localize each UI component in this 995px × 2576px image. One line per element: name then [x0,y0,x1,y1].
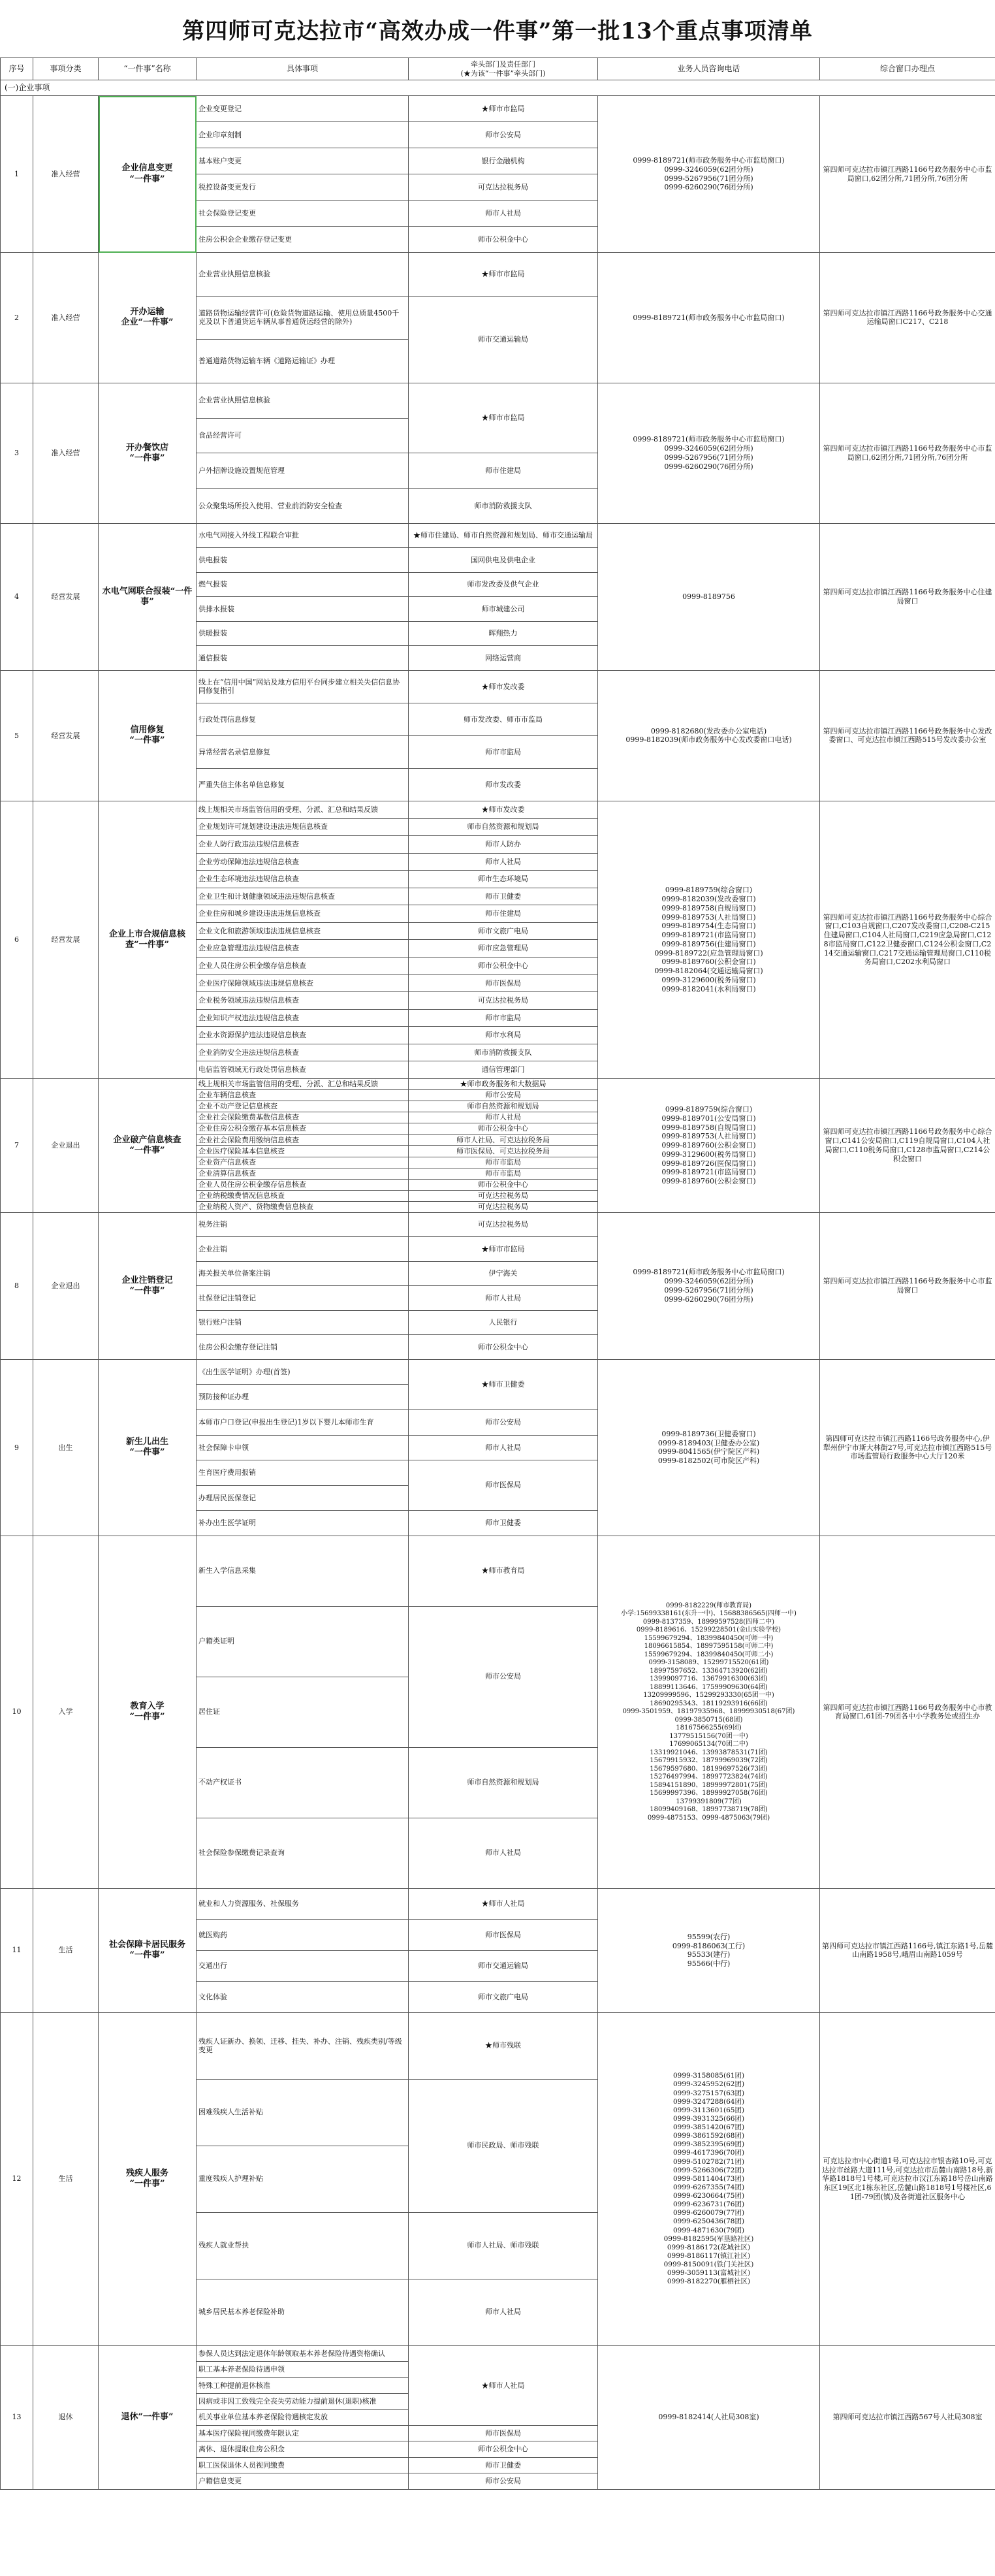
matter-name: 开办餐饮店 “一件事” [99,383,197,523]
responsible-department: 师市人防办 [409,836,598,854]
specific-item: 困难残疾人生活补贴 [197,2079,409,2146]
specific-item: 残疾人就业帮扶 [197,2212,409,2279]
responsible-department: ★师市市监局 [409,1237,598,1262]
service-window: 第四师可克达拉市镇江西路1166号政务服务中心市监局窗口,62团分所,71团分所,76团分所 [820,383,995,523]
specific-item: 行政处罚信息修复 [197,703,409,735]
row-number: 13 [1,2345,33,2489]
matter-name: 退休“一件事” [99,2345,197,2489]
consult-phone: 0999-8189721(师市政务服务中心市监局窗口) 0999-3246059(62团分所) 0999-5267956(71团分所) 0999-6260290(76团分所) [598,383,820,523]
matter-category: 生活 [33,2012,99,2345]
section-label: (一)企业事项 [1,80,995,96]
consult-phone: 0999-8189756 [598,523,820,670]
row-number: 12 [1,2012,33,2345]
matter-category: 生活 [33,1888,99,2012]
specific-item: 办理居民医保登记 [197,1485,409,1511]
responsible-department: 师市消防救援支队 [409,1044,598,1061]
header-items: 具体事项 [197,58,409,80]
specific-item: 企业文化和旅游领域违法违规信息核查 [197,922,409,940]
responsible-department: ★师市市监局 [409,253,598,297]
specific-item: 基本账户变更 [197,148,409,174]
consult-phone: 0999-8189721(师市政务服务中心市监局窗口) 0999-3246059(62团分所) 0999-5267956(71团分所) 0999-6260290(76团分所) [598,96,820,253]
service-window: 第四师可克达拉市镇江西路1166号政务服务中心交通运输局窗口C217、C218 [820,253,995,383]
responsible-department: 师市公安局 [409,1606,598,1747]
specific-item: 线上规相关市场监管信用的受理、分派、汇总和结果反馈 [197,1078,409,1089]
matter-category: 准入经营 [33,253,99,383]
specific-item: 水电气网接入外线工程联合审批 [197,523,409,548]
responsible-department: 师市发改委及供气企业 [409,572,598,597]
responsible-department: ★师市发改委 [409,670,598,703]
specific-item: 因病或非因工致残完全丧失劳动能力提前退休(退职)核准 [197,2394,409,2409]
specific-item: 企业资产信息核查 [197,1157,409,1168]
header-category: 事项分类 [33,58,99,80]
specific-item: 银行账户注销 [197,1310,409,1335]
specific-item: 企业住房和城乡建设违法违规信息核查 [197,905,409,923]
responsible-department: ★师市市监局 [409,383,598,453]
specific-item: 居住证 [197,1677,409,1747]
table-body [1,96,995,2490]
specific-item: 社会保障卡申领 [197,1435,409,1460]
row-number: 7 [1,1078,33,1212]
specific-item: 企业社会保险缴费基数信息核查 [197,1112,409,1123]
responsible-department: 师市人社局 [409,1112,598,1123]
matter-name: 信用修复 “一件事” [99,670,197,801]
specific-item: 企业劳动保障违法违规信息核查 [197,853,409,871]
service-window: 第四师可克达拉市镇江西路1166号政务服务中心市监局窗口 [820,1212,995,1359]
document-title: 第四师可克达拉市“高效办成一件事”第一批13个重点事项清单 [182,18,813,44]
row-number: 9 [1,1359,33,1536]
responsible-department: 可克达拉税务局 [409,1190,598,1201]
service-window: 第四师可克达拉市镇江西路1166号政务服务中心市监局窗口,62团分所,71团分所,76团分所 [820,96,995,253]
responsible-department: ★师市残联 [409,2012,598,2079]
consult-phone: 0999-8189759(综合窗口) 0999-8182039(发改委窗口) 0999-8189758(自规局窗口) 0999-8189753(人社局窗口) 0999-8189754(生态局窗口) 0999-8189721(市监局窗口) 0999-8189756(住建局窗口) 0999-8189722(应急管理局窗口) 0999-8189760(公积金窗口) 0999-8182064(交通运输局窗口) 0999-3129600(税务局窗口) 0999-8182041(水利局窗口) [598,801,820,1078]
specific-item: 离休、退休提取住房公积金 [197,2441,409,2457]
consult-phone: 0999-8182229(师市教育局) 小学:15699338161(东升一中)、15688386565(四师一中) 0999-8137359、18999597528(四师二中) 0999-8189616、15299228501(金山实验学校) 15599679294、18399840450(可师一中) 18096615854、18997595158(可师二中) 15599679294、18399840450(可师二小) 0999-3158089、15299715520(61团) 18997597652、13364713920(62团) 13999097716、13679916300(63团) 18899113646、17599909630(64团) 13209999596、15299293330(65团一中) 18690295343、18119293916(66团) 0999-3501959、18197935968、18999930518(67团) 0999-3850715(68团) 18167566255(69团) 13779515156(70团一中) 17699065134(70团二中) 13319921046、13993878531(71团) 15679915932、18799969039(72团) 15679597680、18199697526(73团) 15276497994、18997723824(74团) 15894151890、18999972801(75团) 15699997396、18999927058(76团) 13799391809(77团) 18099409168、18997738719(78团) 0999-4875153、0999-4875063(79团) [598,1536,820,1888]
specific-item: 企业消防安全违法违规信息核查 [197,1044,409,1061]
specific-item: 户籍信息变更 [197,2473,409,2489]
specific-item: 供电报装 [197,548,409,573]
row-number: 4 [1,523,33,670]
responsible-department: 伊宁海关 [409,1261,598,1286]
consult-phone: 0999-8182414(人社局308室) [598,2345,820,2489]
row-number: 11 [1,1888,33,2012]
row-number: 1 [1,96,33,253]
responsible-department: 师市公积金中心 [409,2441,598,2457]
specific-item: 企业注销 [197,1237,409,1262]
section-row [1,80,995,96]
responsible-department: ★师市人社局 [409,2345,598,2425]
specific-item: 企业车辆信息核查 [197,1090,409,1101]
specific-item: 企业营业执照信息核验 [197,253,409,297]
responsible-department: 师市公安局 [409,1410,598,1436]
specific-item: 企业医疗保险基本信息核查 [197,1146,409,1157]
specific-item: 公众聚集场所投入使用、营业前消防安全检查 [197,489,409,524]
specific-item: 不动产权证书 [197,1747,409,1818]
service-window: 第四师可克达拉市镇江西路1166号政务服务中心发改委窗口、可克达拉市镇江西路515号发改委办公室 [820,670,995,801]
service-window: 第四师可克达拉市镇江西路567号人社局308室 [820,2345,995,2489]
responsible-department: ★师市发改委 [409,801,598,818]
responsible-department: 师市交通运输局 [409,296,598,383]
specific-item: 企业营业执照信息核验 [197,383,409,418]
specific-item: 户外招牌设施设置规范管理 [197,453,409,489]
specific-item: 职工医保退休人员视同缴费 [197,2457,409,2473]
table-row [1,1888,995,1920]
consult-phone: 0999-3158085(61团) 0999-3245952(62团) 0999-3275157(63团) 0999-3247288(64团) 0999-3113601(65团) 0999-3931325(66团) 0999-3851420(67团) 0999-3861592(68团) 0999-3852395(69团) 0999-4617396(70团) 0999-5102782(71团) 0999-5266306(72团) 0999-5811404(73团) 0999-6267355(74团) 0999-6230664(75团) 0999-6236731(76团) 0999-6260079(77团) 0999-6250436(78团) 0999-4871630(79团) 0999-8182595(军垦路社区) 0999-8186172(花城社区) 0999-8186117(镇江社区) 0999-8150091(铁门关社区) 0999-3059113(富城社区) 0999-8182270(雁栖社区) [598,2012,820,2345]
specific-item: 海关报关单位备案注销 [197,1261,409,1286]
row-number: 5 [1,670,33,801]
responsible-department: 师市文旅广电局 [409,922,598,940]
responsible-department: 师市自然资源和规划局 [409,1101,598,1112]
responsible-department: 师市市监局 [409,1168,598,1179]
specific-item: 食品经营许可 [197,418,409,453]
service-window: 第四师可克达拉市镇江西路1166号政务服务中心,伊犁州伊宁市斯大林街27号,可克达拉市镇江西路515号市场监管局行政服务中心大厅120米 [820,1359,995,1536]
matter-category: 准入经营 [33,383,99,523]
matter-name: 水电气网联合报装“一件事” [99,523,197,670]
table-row [1,1536,995,1606]
matter-table [0,57,995,2490]
specific-item: 企业住房公积金缴存基本信息核查 [197,1123,409,1135]
specific-item: 企业清算信息核查 [197,1168,409,1179]
specific-item: 企业人员住房公积金缴存信息核查 [197,1179,409,1190]
specific-item: 职工基本养老保险待遇申领 [197,2362,409,2377]
specific-item: 预防接种证办理 [197,1385,409,1410]
consult-phone: 0999-8189721(师市政务服务中心市监局窗口) [598,253,820,383]
responsible-department: ★师市住建局、师市自然资源和规划局、师市交通运输局 [409,523,598,548]
responsible-department: 银行金融机构 [409,148,598,174]
matter-category: 退休 [33,2345,99,2489]
responsible-department: 师市公积金中心 [409,958,598,975]
specific-item: 线上在“信用中国”网站及地方信用平台同步建立相关失信信息协同修复指引 [197,670,409,703]
responsible-department: 师市交通运输局 [409,1950,598,1982]
responsible-department: ★师市政务服务和大数据局 [409,1078,598,1089]
responsible-department: 师市公安局 [409,122,598,148]
responsible-department: 师市人社局 [409,2279,598,2345]
specific-item: 交通出行 [197,1950,409,1982]
matter-name: 企业信息变更 “一件事” [99,96,197,253]
specific-item: 企业人员住房公积金缴存信息核查 [197,958,409,975]
responsible-department: ★师市卫健委 [409,1359,598,1409]
matter-name: 新生儿出生 “一件事” [99,1359,197,1536]
matter-name: 开办运输 企业“一件事” [99,253,197,383]
specific-item: 企业医疗保障领域违法违规信息核查 [197,974,409,992]
specific-item: 企业税务领域违法违规信息核查 [197,992,409,1010]
responsible-department: 可克达拉税务局 [409,174,598,201]
specific-item: 特殊工种提前退休核准 [197,2377,409,2393]
responsible-department: 国网供电及供电企业 [409,548,598,573]
specific-item: 企业卫生和计划健康领域违法违规信息核查 [197,888,409,905]
consult-phone: 0999-8189759(综合窗口) 0999-8189701(公安局窗口) 0999-8189758(自规局窗口) 0999-8189753(人社局窗口) 0999-8189760(公积金窗口) 0999-3129600(税务局窗口) 0999-8189726(医保局窗口) 0999-8189721(市监局窗口) 0999-8189760(公积金窗口) [598,1078,820,1212]
matter-category: 出生 [33,1359,99,1536]
matter-category: 经营发展 [33,523,99,670]
service-window: 第四师可克达拉市镇江西路1166号,镇江东路1号,岳麓山南路1958号,峨眉山南路1059号 [820,1888,995,2012]
table-row [1,523,995,548]
service-window: 可克达拉市中心街道1号,可克达拉市银杏路10号,可克达拉市丝路大道111号,可克达拉市岳麓山南路18号,新华路1818号1号楼,可克达拉市汉江东路18号岳山南路东区19区北1栋东社区,岳麓山路1818号1号楼社区,61团-79团(镇)及各街道社区服务中心 [820,2012,995,2345]
matter-category: 入学 [33,1536,99,1888]
consult-phone: 0999-8182680(发改委办公室电话) 0999-8182039(师市政务服务中心发改委窗口电话) [598,670,820,801]
responsible-department: 晖翔热力 [409,621,598,646]
responsible-department: 师市消防救援支队 [409,489,598,524]
consult-phone: 0999-8189736(卫健委窗口) 0999-8189403(卫健委办公室) 0999-8041565(伊宁院区产科) 0999-8182502(可市院区产科) [598,1359,820,1536]
matter-category: 企业退出 [33,1212,99,1359]
specific-item: 补办出生医学证明 [197,1511,409,1536]
specific-item: 线上规相关市场监管信用的受理、分派、汇总和结果反馈 [197,801,409,818]
matter-name: 企业注销登记 “一件事” [99,1212,197,1359]
specific-item: 基本医疗保险视同缴费年限认定 [197,2426,409,2441]
responsible-department: 师市公积金中心 [409,1179,598,1190]
specific-item: 重度残疾人护理补贴 [197,2146,409,2212]
responsible-department: 师市人社局 [409,1435,598,1460]
responsible-department: 师市城建公司 [409,597,598,622]
consult-phone: 95599(农行) 0999-8186063(工行) 95533(建行) 95566(中行) [598,1888,820,2012]
responsible-department: 师市人社局、可克达拉税务局 [409,1135,598,1146]
table-row [1,1359,995,1385]
responsible-department: ★师市人社局 [409,1888,598,1920]
consult-phone: 0999-8189721(师市政务服务中心市监局窗口) 0999-3246059(62团分所) 0999-5267956(71团分所) 0999-6260290(76团分所) [598,1212,820,1359]
specific-item: 城乡居民基本养老保险补助 [197,2279,409,2345]
responsible-department: 师市公积金中心 [409,1123,598,1135]
specific-item: 《出生医学证明》办理(首签) [197,1359,409,1385]
header-department: 牵头部门及责任部门 (★为该“一件事”牵头部门) [409,58,598,80]
responsible-department: 师市公安局 [409,1090,598,1101]
specific-item: 税控设备变更发行 [197,174,409,201]
specific-item: 企业水资源保护违法违规信息核查 [197,1027,409,1044]
specific-item: 道路货物运输经营许可(危险货物道路运输、使用总质量4500千克及以下普通货运车辆从事普通货运经营的除外) [197,296,409,340]
matter-name: 社会保障卡居民服务 “一件事” [99,1888,197,2012]
specific-item: 企业社会保险费用缴纳信息核查 [197,1135,409,1146]
responsible-department: 师市人社局 [409,853,598,871]
responsible-department: 师市医保局 [409,1460,598,1511]
table-row [1,2345,995,2361]
responsible-department: 师市水利局 [409,1027,598,1044]
specific-item: 企业应急管理违法违规信息核查 [197,940,409,958]
table-row [1,253,995,297]
responsible-department: 师市民政局、师市残联 [409,2079,598,2212]
matter-name: 残疾人服务 “一件事” [99,2012,197,2345]
matter-name: 企业破产信息核查 “一件事” [99,1078,197,1212]
row-number: 10 [1,1536,33,1888]
matter-name: 企业上市合规信息核查“一件事” [99,801,197,1078]
specific-item: 企业规划许可规划建设违法违规信息核查 [197,818,409,836]
specific-item: 机关事业单位基本养老保险待遇核定发放 [197,2409,409,2425]
specific-item: 异常经营名录信息修复 [197,735,409,768]
specific-item: 参保人员达到法定退休年龄领取基本养老保险待遇资格确认 [197,2345,409,2361]
responsible-department: 师市公积金中心 [409,1335,598,1360]
responsible-department: 师市人社局、师市残联 [409,2212,598,2279]
matter-category: 经营发展 [33,670,99,801]
responsible-department: 师市自然资源和规划局 [409,818,598,836]
responsible-department: 师市自然资源和规划局 [409,1747,598,1818]
matter-category: 经营发展 [33,801,99,1078]
responsible-department: 师市市监局 [409,1009,598,1027]
specific-item: 供排水报装 [197,597,409,622]
header-name: “一件事”名称 [99,58,197,80]
specific-item: 燃气报装 [197,572,409,597]
header-no: 序号 [1,58,33,80]
responsible-department: ★师市市监局 [409,96,598,122]
responsible-department: 师市文旅广电局 [409,1982,598,2013]
responsible-department: 师市卫健委 [409,888,598,905]
specific-item: 企业生态环境违法违规信息核查 [197,871,409,888]
specific-item: 企业知识产权违法违规信息核查 [197,1009,409,1027]
responsible-department: 通信管理部门 [409,1061,598,1079]
specific-item: 企业不动产登记信息核查 [197,1101,409,1112]
responsible-department: 师市住建局 [409,905,598,923]
specific-item: 企业印章刻制 [197,122,409,148]
specific-item: 社保登记注销登记 [197,1286,409,1311]
matter-category: 企业退出 [33,1078,99,1212]
service-window: 第四师可克达拉市镇江西路1166号政务服务中心综合窗口,C103自规窗口,C207发改委窗口,C208-C215住建局窗口,C104人社局窗口,C219应急局窗口,C128市监局窗口,C122卫健委窗口,C124公积金窗口,C214交通运输窗口,C217交通运输管理局窗口,C110税务局窗口,C202水利局窗口 [820,801,995,1078]
row-number: 6 [1,801,33,1078]
specific-item: 住房公积金企业缴存登记变更 [197,227,409,253]
specific-item: 生育医疗费用报销 [197,1460,409,1486]
specific-item: 企业变更登记 [197,96,409,122]
specific-item: 供暖报装 [197,621,409,646]
table-row [1,2012,995,2079]
service-window: 第四师可克达拉市镇江西路1166号政务服务中心市教育局窗口,61团-79团各中小学教务处或招生办 [820,1536,995,1888]
row-number: 3 [1,383,33,523]
responsible-department: ★师市教育局 [409,1536,598,1606]
specific-item: 就业和人力资源服务、社保服务 [197,1888,409,1920]
responsible-department: 师市卫健委 [409,2457,598,2473]
specific-item: 企业人防行政违法违规信息核查 [197,836,409,854]
responsible-department: 师市医保局 [409,974,598,992]
specific-item: 文化体验 [197,1982,409,2013]
table-row [1,1212,995,1237]
specific-item: 企业纳税缴费情况信息核查 [197,1190,409,1201]
responsible-department: 师市发改委 [409,768,598,801]
responsible-department: 师市应急管理局 [409,940,598,958]
specific-item: 严重失信主体名单信息修复 [197,768,409,801]
responsible-department: 师市人社局 [409,201,598,227]
responsible-department: 网络运营商 [409,646,598,671]
table-row [1,670,995,703]
responsible-department: 师市人社局 [409,1818,598,1888]
specific-item: 社会保险登记变更 [197,201,409,227]
specific-item: 税务注销 [197,1212,409,1237]
specific-item: 住房公积金缴存登记注销 [197,1335,409,1360]
table-row [1,96,995,122]
matter-name: 教育入学 “一件事” [99,1536,197,1888]
responsible-department: 可克达拉税务局 [409,992,598,1010]
responsible-department: 师市发改委、师市市监局 [409,703,598,735]
responsible-department: 师市卫健委 [409,1511,598,1536]
specific-item: 社会保险参保缴费记录查询 [197,1818,409,1888]
table-row [1,383,995,418]
specific-item: 残疾人证新办、换领、迁移、挂失、补办、注销、残疾类别/等级变更 [197,2012,409,2079]
responsible-department: 可克达拉税务局 [409,1201,598,1212]
row-number: 2 [1,253,33,383]
responsible-department: 师市医保局 [409,1920,598,1951]
header-window: 综合窗口办理点 [820,58,995,80]
specific-item: 户籍类证明 [197,1606,409,1677]
responsible-department: 师市医保局 [409,2426,598,2441]
row-number: 8 [1,1212,33,1359]
header-phone: 业务人员咨询电话 [598,58,820,80]
responsible-department: 师市人社局 [409,1286,598,1311]
responsible-department: 师市公安局 [409,2473,598,2489]
specific-item: 就医购药 [197,1920,409,1951]
responsible-department: 师市市监局 [409,1157,598,1168]
responsible-department: 师市医保局、可克达拉税务局 [409,1146,598,1157]
specific-item: 本师市户口登记(申报出生登记)1岁以下婴儿本师市生育 [197,1410,409,1436]
table-row [1,1078,995,1089]
matter-category: 准入经营 [33,96,99,253]
specific-item: 新生入学信息采集 [197,1536,409,1606]
responsible-department: 人民银行 [409,1310,598,1335]
specific-item: 通信报装 [197,646,409,671]
responsible-department: 师市市监局 [409,735,598,768]
responsible-department: 可克达拉税务局 [409,1212,598,1237]
responsible-department: 师市住建局 [409,453,598,489]
header-row [1,58,995,80]
service-window: 第四师可克达拉市镇江西路1166号政务服务中心综合窗口,C141公安局窗口,C119自规局窗口,C104人社局窗口,C110税务局窗口,C128市监局窗口,C214公积金窗口 [820,1078,995,1212]
responsible-department: 师市生态环境局 [409,871,598,888]
table-row [1,801,995,818]
specific-item: 企业纳税人资产、货物缴费信息核查 [197,1201,409,1212]
service-window: 第四师可克达拉市镇江西路1166号政务服务中心住建局窗口 [820,523,995,670]
specific-item: 普通道路货物运输车辆《道路运输证》办理 [197,340,409,383]
specific-item: 电信监管领域无行政处罚信息核查 [197,1061,409,1079]
responsible-department: 师市公积金中心 [409,227,598,253]
